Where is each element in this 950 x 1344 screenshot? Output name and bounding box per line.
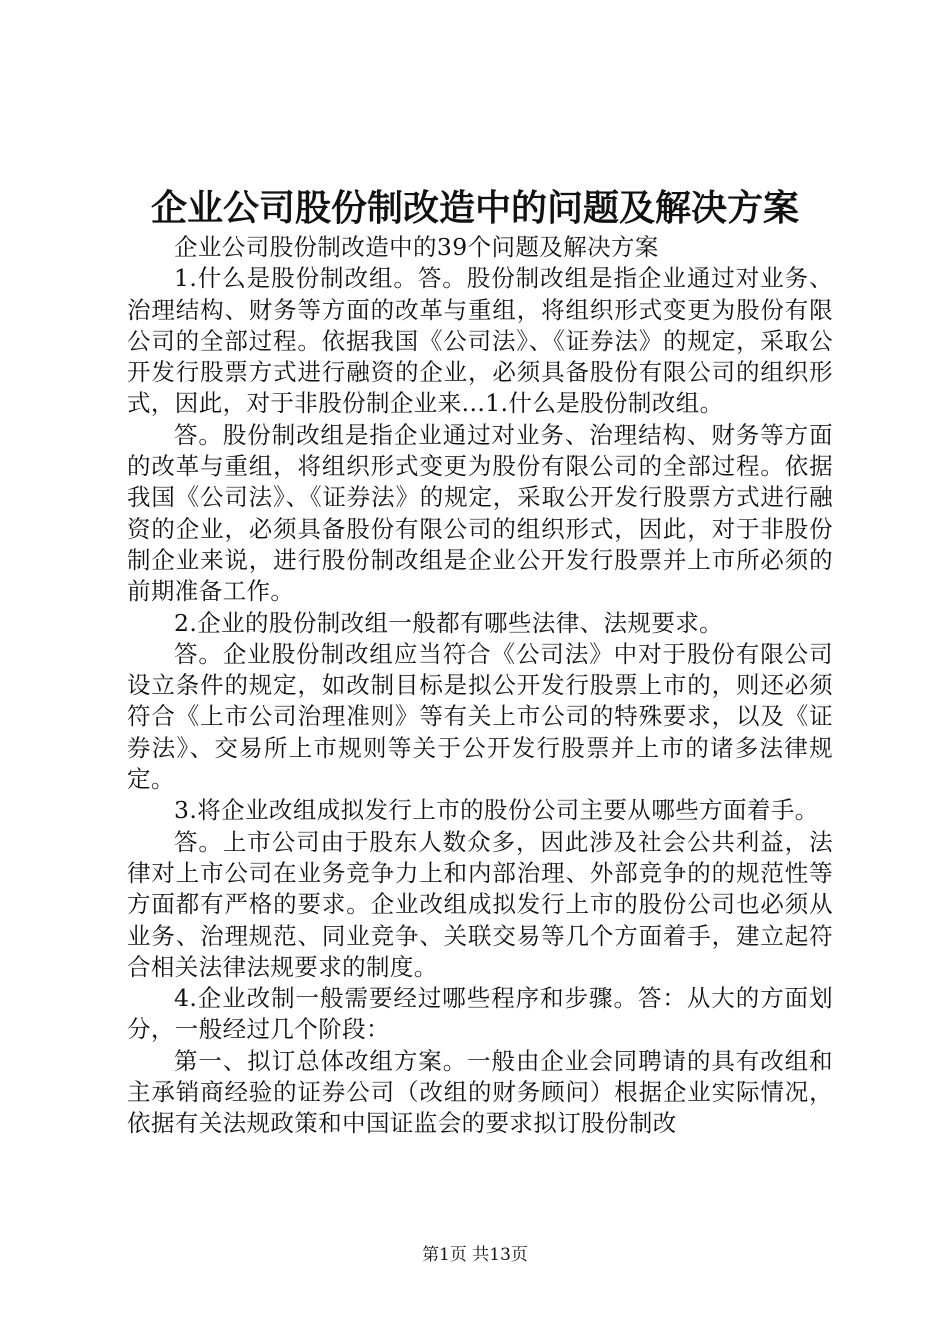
body-paragraph: 1.什么是股份制改组。答。股份制改组是指企业通过对业务、治理结构、财务等方面的改革与重组，将组织形式变更为股份有限公司的全部过程。依据我国《公司法》、《证券法》的规定，采取公开发行股票方式进行融资的企业，必须具备股份有限公司的组织形式，因此，对于非股份制企业来...1.什么是股份制改组。 [127,264,833,418]
document-title: 企业公司股份制改造中的问题及解决方案 [150,187,799,229]
document-body [127,232,833,1140]
body-paragraph: 答。企业股份制改组应当符合《公司法》中对于股份有限公司设立条件的规定，如改制目标是拟公开发行股票上市的，则还必须符合《上市公司治理准则》等有关上市公司的特殊要求，以及《证券法》、交易所上市规则等关于公开发行股票并上市的诸多法律规定。 [127,639,833,794]
page-footer: 第1页 共13页 [422,1245,528,1265]
question-paragraph: 2.企业的股份制改组一般都有哪些法律、法规要求。 [174,608,724,637]
subtitle-paragraph: 企业公司股份制改造中的39个问题及解决方案 [174,233,659,261]
question-paragraph: 3.将企业改组成拟发行上市的股份公司主要从哪些方面着手。 [174,796,819,825]
question-paragraph: 4.企业改制一般需要经过哪些程序和步骤。答：从大的方面划分，一般经过几个阶段： [127,984,833,1044]
body-paragraph: 答。上市公司由于股东人数众多，因此涉及社会公共利益，法律对上市公司在业务竞争力上和内部治理、外部竞争的的规范性等方面都有严格的要求。企业改组成拟发行上市的股份公司也必须从业务、治理规范、同业竞争、关联交易等几个方面着手，建立起符合相关法律法规要求的制度。 [127,827,833,981]
body-paragraph: 答。股份制改组是指企业通过对业务、治理结构、财务等方面的改革与重组，将组织形式变更为股份有限公司的全部过程。依据我国《公司法》、《证券法》的规定，采取公开发行股票方式进行融资的企业，必须具备股份有限公司的组织形式，因此，对于非股份制企业来说，进行股份制改组是企业公开发行股票并上市所必须的前期准备工作。 [127,420,833,606]
body-paragraph: 第一、拟订总体改组方案。一般由企业会同聘请的具有改组和主承销商经验的证券公司（改组的财务顾问）根据企业实际情况，依据有关法规政策和中国证监会的要求拟订股份制改 [127,1046,833,1138]
